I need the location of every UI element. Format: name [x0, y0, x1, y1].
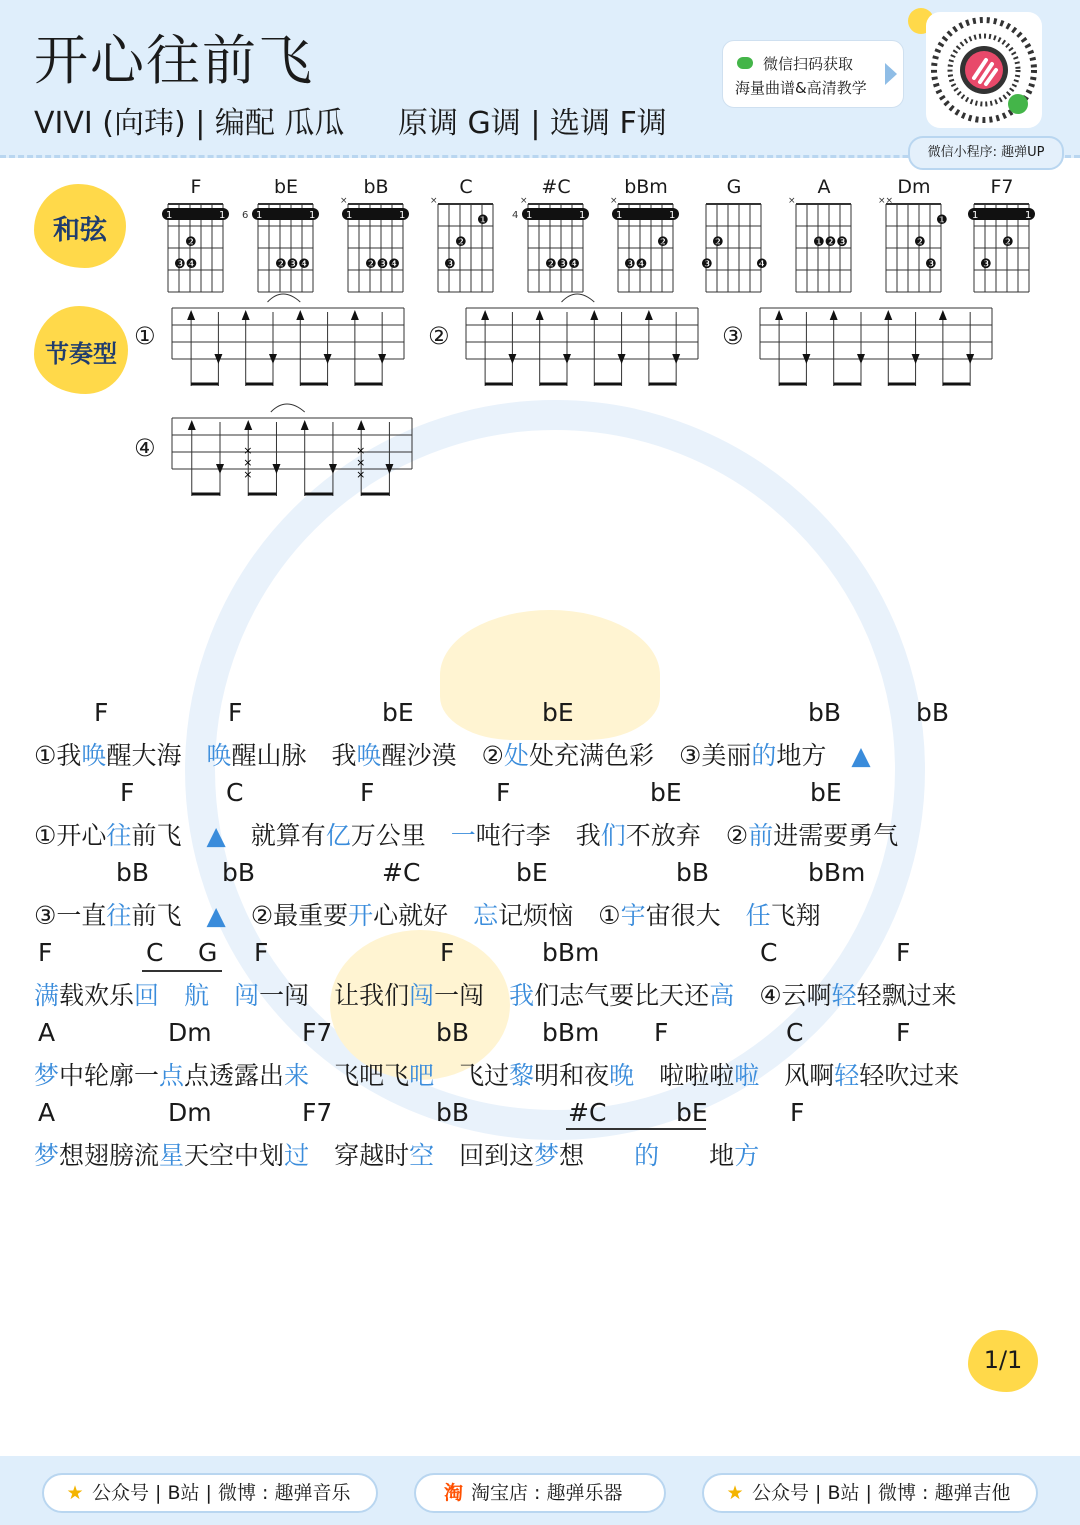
chord-label: G [198, 938, 218, 967]
rhythm-label-4: ④ [134, 434, 156, 462]
svg-text:❸: ❸ [444, 257, 456, 272]
chord-label: Dm [168, 1018, 212, 1047]
svg-text:×: × [243, 456, 253, 469]
svg-text:❷: ❷ [455, 235, 467, 250]
chord-label: C [786, 1018, 804, 1047]
chord-label: bB [116, 858, 150, 887]
svg-text:×: × [356, 468, 366, 481]
lyric-text: 飞翔 [770, 901, 821, 930]
beat-syllable: 星 [159, 1141, 185, 1170]
svg-text:❷: ❷ [914, 235, 926, 250]
svg-text:1: 1 [309, 210, 316, 221]
page-indicator: 1/1 [983, 1346, 1023, 1374]
svg-text:❷: ❷ [185, 235, 197, 250]
rhythm-label: 节奏型 [45, 340, 117, 368]
svg-text:❶❷❸: ❶❷❸ [813, 235, 848, 250]
chord-label: bE [650, 778, 682, 807]
svg-text:❸❹: ❸❹ [624, 257, 648, 272]
chord-name-6: G [726, 176, 742, 198]
lyric-text: 记烦恼 ① [498, 901, 621, 930]
chord-label: bBm [542, 938, 600, 967]
footer-middle-text: 淘宝店 : 趣弹乐器 [471, 1482, 623, 1504]
chord-label: C [760, 938, 778, 967]
chord-label: bBm [808, 858, 866, 887]
svg-text:×: × [356, 456, 366, 469]
svg-text:1: 1 [346, 210, 353, 221]
beat-syllable: 高 [709, 981, 735, 1010]
lyric-text: 点透露出 [184, 1061, 285, 1090]
star-icon: ★ [66, 1482, 84, 1504]
beat-syllable: 往 [106, 901, 132, 930]
beat-syllable: 吧 [409, 1061, 435, 1090]
lyric-text: 一闯 [434, 981, 510, 1010]
beat-syllable: 任 [745, 901, 771, 930]
svg-text:❷: ❷ [1002, 235, 1014, 250]
lyric-text: 前飞 [131, 821, 207, 850]
beat-syllable: 们 [600, 821, 626, 850]
key-info: 原调 G调 | 选调 F调 [398, 106, 667, 141]
lyric-text: 醒山脉 我 [231, 741, 357, 770]
svg-text:1: 1 [972, 210, 979, 221]
svg-text:6: 6 [242, 210, 249, 221]
rhythm-staffs [0, 0, 1080, 520]
beat-syllable: 空 [409, 1141, 435, 1170]
svg-text:×: × [520, 196, 528, 206]
page-badge [968, 1330, 1038, 1392]
beat-syllable: 唤 [206, 741, 232, 770]
beat-syllable: 点 [159, 1061, 185, 1090]
lyric-line-0 [34, 736, 871, 772]
chord-label: A [38, 1018, 56, 1047]
footer-taobao-store[interactable] [414, 1473, 666, 1513]
lyric-text: 醒沙漠 ② [381, 741, 504, 770]
beat-syllable: 的 [751, 741, 777, 770]
lyric-text: 前飞 [131, 901, 207, 930]
lyric-text: 轻飘过来 [856, 981, 957, 1010]
beat-syllable: 亿 [325, 821, 351, 850]
svg-text:❷❸❹: ❷❸❹ [275, 257, 310, 272]
svg-text:×: × [356, 444, 366, 457]
lyric-text: ①开心 [34, 821, 107, 850]
beat-syllable: 一 [450, 821, 476, 850]
chord-label: bE [810, 778, 842, 807]
chord-label: F [38, 938, 53, 967]
svg-text:1: 1 [616, 210, 623, 221]
lyric-text: ③一直 [34, 901, 107, 930]
chord-label: F [896, 938, 911, 967]
chord-label: F [790, 1098, 805, 1127]
lyric-text [209, 981, 234, 1010]
beat-syllable: 宇 [620, 901, 646, 930]
star-icon: ★ [726, 1482, 744, 1504]
chord-label: F [120, 778, 135, 807]
beat-syllable: ▲ [851, 741, 871, 770]
beat-syllable: 黎 [509, 1061, 535, 1090]
svg-text:1: 1 [579, 210, 586, 221]
svg-text:×: × [430, 196, 438, 206]
beat-syllable: 梦 [534, 1141, 560, 1170]
chord-label: F7 [302, 1098, 333, 1127]
beat-syllable: 往 [106, 821, 132, 850]
chord-name-3: C [459, 176, 473, 198]
beat-syllable: 闯 [409, 981, 435, 1010]
chord-name-0: F [190, 176, 202, 198]
chord-label: bB [676, 858, 710, 887]
beat-syllable: 满 [34, 981, 60, 1010]
lyric-text: 万公里 [350, 821, 451, 850]
lyric-text: 一闯 让我们 [259, 981, 410, 1010]
lyric-text: 风啊 [759, 1061, 835, 1090]
beat-syllable: 回 [134, 981, 160, 1010]
chord-label: bB [808, 698, 842, 727]
chord-label: bBm [542, 1018, 600, 1047]
lyric-text: 想翅膀流 [59, 1141, 160, 1170]
lyric-text: 穿越时 [309, 1141, 410, 1170]
lyric-line-1 [34, 816, 898, 852]
svg-text:1: 1 [219, 210, 226, 221]
beat-syllable: 来 [284, 1061, 310, 1090]
beat-syllable: 啦 [734, 1061, 760, 1090]
lyric-text: 回到这 [434, 1141, 535, 1170]
lyric-text: 就算有 [225, 821, 326, 850]
lyric-text: 载欢乐 [59, 981, 135, 1010]
lyric-line-4 [34, 1056, 959, 1092]
lyric-text: ①我 [34, 741, 82, 770]
beat-syllable: ▲ [206, 901, 226, 930]
artist-arranger: VIVI (向玮) | 编配 瓜瓜 [34, 106, 345, 141]
chord-label: F [896, 1018, 911, 1047]
chords-label: 和弦 [53, 215, 107, 246]
lyric-text: 地 [659, 1141, 735, 1170]
beat-syllable: 唤 [356, 741, 382, 770]
beat-syllable: 梦 [34, 1141, 60, 1170]
lyric-text: 轻吹过来 [859, 1061, 960, 1090]
lyric-text: 宙很大 [645, 901, 746, 930]
lyric-text: 心就好 [373, 901, 474, 930]
lyric-text: 吨行李 我 [475, 821, 601, 850]
lyric-line-5 [34, 1136, 759, 1172]
miniprogram-label: 微信小程序: 趣弹UP [908, 136, 1064, 170]
chord-tie-line [142, 970, 222, 972]
chord-name-1: bE [273, 176, 299, 198]
svg-text:1: 1 [166, 210, 173, 221]
beat-syllable: 处 [503, 741, 529, 770]
chord-label: bB [436, 1098, 470, 1127]
chord-name-7: A [817, 176, 831, 198]
beat-syllable: 我 [509, 981, 535, 1010]
svg-text:×: × [788, 196, 796, 206]
chord-label: F [496, 778, 511, 807]
chord-tie-line [566, 1128, 706, 1130]
lyric-text: 啦啦啦 [634, 1061, 735, 1090]
lyric-text [159, 981, 184, 1010]
chord-label: bE [676, 1098, 708, 1127]
beat-syllable: 过 [284, 1141, 310, 1170]
beat-syllable: 唤 [81, 741, 107, 770]
chord-label: F [254, 938, 269, 967]
svg-text:1: 1 [669, 210, 676, 221]
beat-syllable: 轻 [831, 981, 857, 1010]
beat-syllable: 轻 [834, 1061, 860, 1090]
chord-label: bB [222, 858, 256, 887]
beat-syllable: 方 [734, 1141, 760, 1170]
svg-text:××: ×× [878, 196, 894, 206]
lyric-text: 醒大海 [106, 741, 207, 770]
chord-label: F [654, 1018, 669, 1047]
chord-label: bE [516, 858, 548, 887]
footer-social-guitar[interactable] [702, 1473, 1038, 1513]
svg-text:❹: ❹ [756, 257, 768, 272]
lyric-text: 想 [559, 1141, 635, 1170]
lyric-text: 飞过 [434, 1061, 510, 1090]
chord-label: Dm [168, 1098, 212, 1127]
chord-name-4: #C [541, 176, 571, 198]
svg-text:❷❸❹: ❷❸❹ [545, 257, 580, 272]
chord-label: #C [382, 858, 421, 887]
chord-name-2: bB [363, 176, 389, 198]
footer-right-text: 公众号 | B站 | 微博 : 趣弹吉他 [752, 1482, 1011, 1504]
beat-syllable: 晚 [609, 1061, 635, 1090]
chord-label: F [228, 698, 243, 727]
lyric-text: ②最重要 [225, 901, 349, 930]
svg-text:1: 1 [256, 210, 263, 221]
taobao-icon: 淘 [444, 1482, 464, 1504]
chord-name-5: bBm [624, 176, 668, 198]
svg-text:❸❹: ❸❹ [174, 257, 198, 272]
chord-name-8: Dm [897, 176, 931, 198]
beat-syllable: 开 [348, 901, 374, 930]
svg-text:1: 1 [526, 210, 533, 221]
chord-label: F [440, 938, 455, 967]
chord-label: C [226, 778, 244, 807]
promo-line2: 海量曲谱&高清教学 [735, 79, 867, 97]
svg-text:❶: ❶ [936, 213, 948, 228]
lyric-line-3 [34, 976, 957, 1012]
rhythm-label-2: ② [428, 322, 450, 350]
chord-label: F7 [302, 1018, 333, 1047]
svg-text:❷: ❷ [657, 235, 669, 250]
beat-syllable: 的 [634, 1141, 660, 1170]
lyric-text: 们志气要比天还 [534, 981, 710, 1010]
chord-name-9: F7 [990, 176, 1014, 198]
svg-text:❷: ❷ [712, 235, 724, 250]
svg-text:×: × [243, 468, 253, 481]
svg-text:1: 1 [399, 210, 406, 221]
beat-syllable: ▲ [206, 821, 226, 850]
chord-label: bB [436, 1018, 470, 1047]
chord-label: bB [916, 698, 950, 727]
svg-text:❶: ❶ [477, 213, 489, 228]
beat-syllable: 闯 [234, 981, 260, 1010]
beat-syllable: 航 [184, 981, 210, 1010]
beat-syllable: 前 [748, 821, 774, 850]
rhythm-label-3: ③ [722, 322, 744, 350]
rhythm-label-1: ① [134, 322, 156, 350]
svg-text:×: × [610, 196, 618, 206]
chord-label: bE [542, 698, 574, 727]
lyric-text: ④云啊 [734, 981, 832, 1010]
svg-text:❷❸❹: ❷❸❹ [365, 257, 400, 272]
footer-social-music[interactable] [42, 1473, 378, 1513]
beat-syllable: 梦 [34, 1061, 60, 1090]
svg-text:❸: ❸ [925, 257, 937, 272]
chord-label: C [146, 938, 164, 967]
lyric-text: 天空中划 [184, 1141, 285, 1170]
chord-label: A [38, 1098, 56, 1127]
chord-label: #C [568, 1098, 607, 1127]
chord-label: F [360, 778, 375, 807]
lyric-text: 明和夜 [534, 1061, 610, 1090]
svg-text:❸: ❸ [980, 257, 992, 272]
lyric-text: 进需要勇气 [773, 821, 899, 850]
footer-left-text: 公众号 | B站 | 微博 : 趣弹音乐 [92, 1482, 351, 1504]
lyric-text: 地方 [776, 741, 852, 770]
promo-line1: 微信扫码获取 [763, 55, 854, 73]
svg-text:1: 1 [1025, 210, 1032, 221]
lyric-text: 飞吧飞 [309, 1061, 410, 1090]
chord-label: F [94, 698, 109, 727]
svg-text:×: × [340, 196, 348, 206]
beat-syllable: 忘 [473, 901, 499, 930]
lyric-text: 处充满色彩 ③美丽 [528, 741, 752, 770]
chord-label: bE [382, 698, 414, 727]
svg-text:4: 4 [512, 210, 519, 221]
song-title: 开心往前飞 [34, 29, 314, 92]
lyric-text: 中轮廓一 [59, 1061, 160, 1090]
svg-text:❸: ❸ [701, 257, 713, 272]
lyric-text: 不放弃 ② [625, 821, 749, 850]
svg-text:×: × [243, 444, 253, 457]
lyric-line-2 [34, 896, 821, 932]
